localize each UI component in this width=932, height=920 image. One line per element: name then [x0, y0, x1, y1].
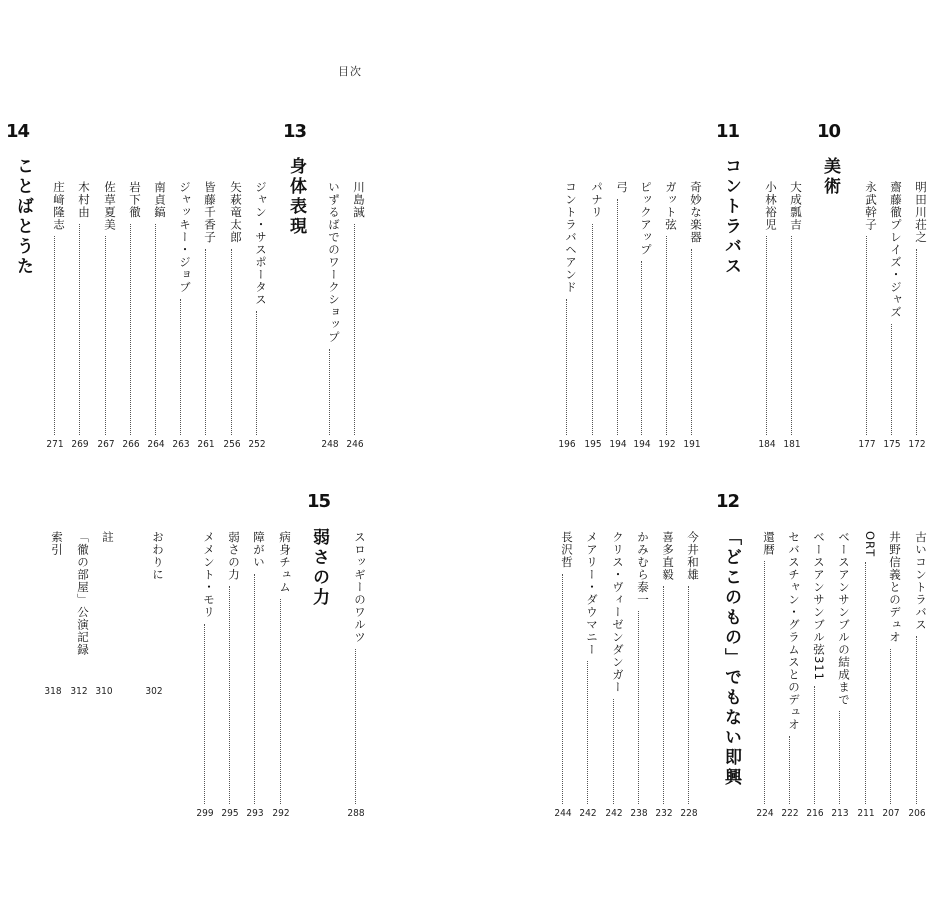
entry-title[interactable]: メアリー・ダウマニー [585, 531, 599, 656]
entry-page-number: 266 [122, 439, 140, 450]
entry-title[interactable]: ベースアンサンブル弦311 [812, 531, 826, 681]
entry-title[interactable]: 南貞鎬 [153, 181, 167, 219]
entry-page-number: 222 [781, 808, 799, 819]
entry-title[interactable]: クリス・ヴィーゼンダンガー [611, 531, 625, 694]
dot-leader [866, 236, 867, 435]
entry-page-number: 299 [196, 808, 214, 819]
entry-title[interactable]: パナリ [590, 181, 604, 219]
dot-leader [613, 699, 614, 805]
entry-page-number: 194 [633, 439, 651, 450]
chapter-number: 15 [307, 491, 331, 512]
dot-leader [354, 224, 355, 436]
entry-page-number: 261 [197, 439, 215, 450]
dot-leader [890, 649, 891, 805]
entry-page-number: 248 [321, 439, 339, 450]
dot-leader [764, 561, 765, 804]
dot-leader [617, 199, 618, 436]
entry-title[interactable]: ジャッキー・ジョブ [178, 181, 192, 294]
dot-leader [789, 736, 790, 804]
entry-page-number: 269 [71, 439, 89, 450]
entry-page-number: 267 [97, 439, 115, 450]
entry-title[interactable]: 弓 [615, 181, 629, 194]
chapter-number: 11 [716, 121, 740, 142]
entry-title[interactable]: 今井和雄 [686, 531, 700, 581]
entry-page-number: 213 [831, 808, 849, 819]
dot-leader [592, 224, 593, 436]
entry-page-number: 172 [908, 439, 926, 450]
entry-page-number: 181 [783, 439, 801, 450]
chapter-title: ことばとうた [13, 157, 33, 277]
dot-leader [916, 636, 917, 804]
entry-page-number: 224 [756, 808, 774, 819]
entry-title[interactable]: セバスチャン・グラムスとのデュオ [787, 531, 801, 731]
entry-title[interactable]: 長沢哲 [560, 531, 574, 569]
dot-leader [791, 236, 792, 435]
dot-leader [691, 249, 692, 436]
dot-leader [204, 624, 205, 805]
entry-page-number: 192 [658, 439, 676, 450]
entry-page-number: 242 [579, 808, 597, 819]
dot-leader [688, 586, 689, 804]
entry-page-number: 242 [605, 808, 623, 819]
chapter-title: 「どこのもの」でもない即興 [721, 528, 741, 788]
entry-title[interactable]: 障がい [252, 531, 266, 569]
entry-title[interactable]: 還暦 [762, 531, 776, 556]
entry-page-number: 256 [223, 439, 241, 450]
entry-title[interactable]: 佐草夏美 [103, 181, 117, 231]
running-head: 目次 [338, 65, 362, 78]
chapter-number: 12 [716, 491, 740, 512]
entry-page-number: 216 [806, 808, 824, 819]
entry-title[interactable]: 病身チュム [278, 531, 292, 594]
dot-leader [916, 249, 917, 436]
dot-leader [229, 586, 230, 804]
dot-leader [638, 611, 639, 804]
dot-leader [663, 586, 664, 804]
dot-leader [231, 249, 232, 436]
dot-leader [280, 599, 281, 805]
entry-page-number: 206 [908, 808, 926, 819]
dot-leader [562, 574, 563, 805]
dot-leader [155, 224, 156, 436]
entry-title[interactable]: 奇妙な楽器 [689, 181, 703, 244]
entry-page-number: 177 [858, 439, 876, 450]
entry-title[interactable]: 庄﨑隆志 [52, 181, 66, 231]
dot-leader [355, 649, 356, 805]
dot-leader [205, 249, 206, 436]
chapter-title: 身体表現 [286, 157, 306, 237]
entry-page-number: 263 [172, 439, 190, 450]
dot-leader [130, 224, 131, 436]
dot-leader [587, 661, 588, 804]
dot-leader [839, 711, 840, 804]
dot-leader [105, 236, 106, 435]
entry-page-number: 312 [70, 686, 88, 697]
dot-leader [766, 236, 767, 435]
chapter-title: コントラバス [721, 157, 741, 277]
dot-leader [566, 299, 567, 436]
entry-title[interactable]: メメント・モリ [202, 531, 216, 619]
entry-page-number: 244 [554, 808, 572, 819]
entry-page-number: 295 [221, 808, 239, 819]
entry-title[interactable]: 川島誠 [352, 181, 366, 219]
entry-page-number: 184 [758, 439, 776, 450]
entry-page-number: 175 [883, 439, 901, 450]
entry-page-number: 194 [609, 439, 627, 450]
entry-title[interactable]: 永武幹子 [864, 181, 878, 231]
entry-page-number: 310 [95, 686, 113, 697]
entry-page-number: 302 [145, 686, 163, 697]
entry-title[interactable]: かみむら泰一 [636, 531, 650, 606]
entry-title[interactable]: 齋藤徹プレイズ・ジャズ [889, 181, 903, 319]
entry-page-number: 232 [655, 808, 673, 819]
chapter-title: 弱さの力 [309, 528, 329, 608]
entry-title[interactable]: 木村由 [77, 181, 91, 219]
entry-page-number: 246 [346, 439, 364, 450]
entry-title[interactable]: コントラバヘアンド [564, 181, 578, 294]
entry-title[interactable]: 井野信義とのデュオ [888, 531, 902, 644]
entry-title[interactable]: ガット弦 [664, 181, 678, 231]
entry-title[interactable]: 註 [101, 531, 115, 544]
entry-title[interactable]: 明田川荘之 [914, 181, 928, 244]
entry-title[interactable]: 皆藤千香子 [203, 181, 217, 244]
entry-page-number: 196 [558, 439, 576, 450]
dot-leader [891, 324, 892, 436]
chapter-number: 10 [817, 121, 841, 142]
dot-leader [79, 224, 80, 436]
dot-leader [329, 349, 330, 436]
entry-title[interactable]: 大成瓢吉 [789, 181, 803, 231]
entry-page-number: 288 [347, 808, 365, 819]
entry-page-number: 211 [857, 808, 875, 819]
dot-leader [666, 236, 667, 435]
chapter-number: 14 [6, 121, 30, 142]
entry-title[interactable]: 矢萩竜太郎 [229, 181, 243, 244]
entry-page-number: 318 [44, 686, 62, 697]
dot-leader [641, 261, 642, 435]
dot-leader [814, 686, 815, 804]
entry-title[interactable]: ベースアンサンブルの結成まで [837, 531, 851, 706]
dot-leader [256, 311, 257, 435]
entry-page-number: 228 [680, 808, 698, 819]
dot-leader [254, 574, 255, 805]
entry-page-number: 264 [147, 439, 165, 450]
entry-title[interactable]: 弱さの力 [227, 531, 241, 581]
entry-title[interactable]: スロッギーのワルツ [353, 531, 367, 644]
entry-title[interactable]: 古いコントラバス [914, 531, 928, 631]
dot-leader [54, 236, 55, 435]
entry-page-number: 292 [272, 808, 290, 819]
entry-page-number: 195 [584, 439, 602, 450]
entry-title[interactable]: 索引 [50, 531, 64, 556]
entry-title[interactable]: 「徹の部屋」公演記録 [76, 531, 90, 656]
entry-title[interactable]: ジャン・サスポータス [254, 181, 268, 306]
entry-page-number: 293 [246, 808, 264, 819]
entry-page-number: 191 [683, 439, 701, 450]
entry-title[interactable]: 小林裕児 [764, 181, 778, 231]
chapter-title: 美術 [820, 157, 840, 197]
entry-title[interactable]: ピックアップ [639, 181, 653, 256]
entry-page-number: 252 [248, 439, 266, 450]
chapter-number: 13 [283, 121, 307, 142]
entry-title[interactable]: 喜多直毅 [661, 531, 675, 581]
dot-leader [865, 562, 866, 804]
entry-page-number: 271 [46, 439, 64, 450]
entry-page-number: 207 [882, 808, 900, 819]
dot-leader [180, 299, 181, 436]
entry-page-number: 238 [630, 808, 648, 819]
entry-title[interactable]: おわりに [151, 531, 165, 581]
entry-title[interactable]: いずるばでのワークショップ [327, 181, 341, 344]
entry-title[interactable]: 岩下徹 [128, 181, 142, 219]
entry-title[interactable]: ORT [863, 531, 877, 558]
